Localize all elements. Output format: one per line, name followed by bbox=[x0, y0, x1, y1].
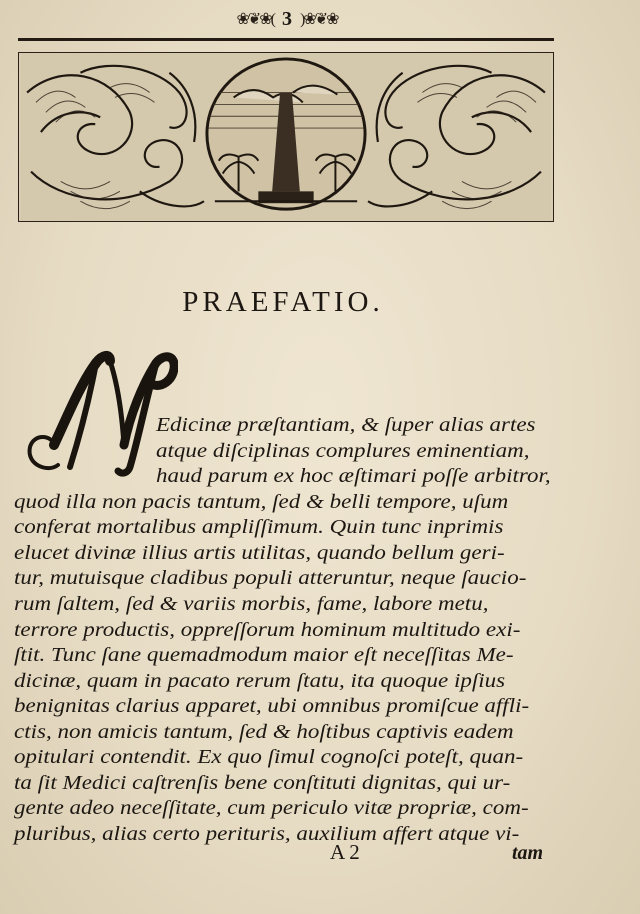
text-line: ſtit. Tunc ſane quemadmodum maior eſt neceſſitas Me- bbox=[14, 644, 514, 666]
text-line: elucet divinæ illius artis utilitas, quando bellum geri- bbox=[14, 542, 505, 564]
right-flourish-ornament: )❀❦❀ bbox=[300, 11, 338, 28]
central-medallion bbox=[207, 59, 365, 209]
text-line: dicinæ, quam in pacato rerum ſtatu, ita quoque ipſius bbox=[14, 670, 506, 692]
woodcut-headpiece bbox=[18, 52, 554, 222]
text-line: Edicinæ præſtantiam, & ſuper alias artes bbox=[156, 414, 536, 436]
text-line: ctis, non amicis tantum, ſed & hoſtibus captivis eadem bbox=[14, 721, 514, 743]
text-line: conferat mortalibus ampliſſimum. Quin tunc inprimis bbox=[14, 516, 504, 538]
text-line: terrore productis, oppreſſorum hominum multitudo exi- bbox=[14, 619, 521, 641]
text-line: rum ſaltem, ſed & variis morbis, fame, labore metu, bbox=[14, 593, 489, 615]
page-number-ornament bbox=[222, 4, 352, 34]
left-flourish-ornament: ❀❦❀( bbox=[236, 11, 274, 28]
catchword: tam bbox=[512, 842, 544, 864]
text-line: atque diſciplinas complures eminentiam, bbox=[156, 440, 530, 462]
header-rule bbox=[18, 38, 554, 41]
headpiece-engraving bbox=[19, 53, 553, 221]
decorative-initial-m bbox=[18, 345, 178, 480]
text-line: benignitas clarius apparet, ubi omnibus promiſcue affli- bbox=[14, 695, 530, 717]
text-line: quod illa non pacis tantum, ſed & belli tempore, uſum bbox=[14, 491, 509, 513]
signature-mark: A 2 bbox=[330, 840, 360, 864]
text-line: opitulari contendit. Ex quo ſimul cognoſci poteſt, quan- bbox=[14, 746, 524, 768]
text-line: pluribus, alias certo perituris, auxilium affert atque vi- bbox=[14, 823, 520, 845]
page-number: 3 bbox=[282, 7, 292, 30]
text-line: gente adeo neceſſitate, cum periculo vitæ propriæ, com- bbox=[14, 797, 529, 819]
section-title: PRAEFATIO. bbox=[182, 286, 384, 318]
text-line: tur, mutuisque cladibus populi atteruntur, neque ſaucio- bbox=[14, 567, 527, 589]
text-line: haud parum ex hoc æſtimari poſſe arbitror, bbox=[156, 465, 551, 487]
text-line: ta ſit Medici caſtrenſis bene conſtituti dignitas, qui ur- bbox=[14, 772, 511, 794]
